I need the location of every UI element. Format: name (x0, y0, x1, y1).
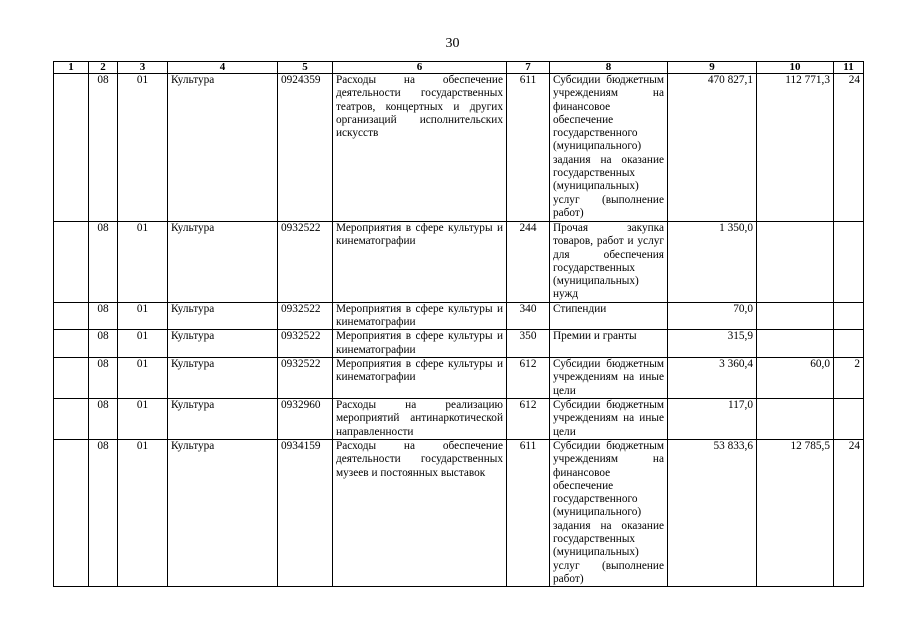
cell-section: 08 (89, 74, 118, 222)
cell-name: Культура (168, 74, 278, 222)
cell-col1 (54, 398, 89, 439)
cell-name: Культура (168, 439, 278, 586)
cell-section: 08 (89, 330, 118, 358)
cell-col11 (834, 398, 864, 439)
table-row (54, 439, 864, 586)
cell-subsection: 01 (118, 302, 168, 330)
cell-expense-type-code: 612 (507, 357, 550, 398)
table-row (54, 74, 864, 222)
column-header: 8 (550, 62, 668, 74)
page-number: 30 (445, 36, 460, 51)
cell-amount: 70,0 (668, 302, 757, 330)
cell-section: 08 (89, 398, 118, 439)
cell-expense-type-description: Прочая закупка товаров, работ и услуг для обеспечения государственных (муниципальных) нужд (550, 222, 668, 303)
cell-section: 08 (89, 357, 118, 398)
cell-expense-type-description: Субсидии бюджетным учреждениям на иные цели (550, 398, 668, 439)
cell-expense-type-code: 340 (507, 302, 550, 330)
cell-target-description: Мероприятия в сфере культуры и кинематографии (333, 302, 507, 330)
cell-expense-type-description: Стипендии (550, 302, 668, 330)
cell-name: Культура (168, 330, 278, 358)
cell-expense-type-code: 611 (507, 74, 550, 222)
cell-target-description: Расходы на реализацию мероприятий антинаркотической направленности (333, 398, 507, 439)
cell-amount-2 (757, 398, 834, 439)
table-row (54, 302, 864, 330)
cell-name: Культура (168, 222, 278, 303)
cell-target-description: Расходы на обеспечение деятельности государственных театров, концертных и других организаций исполнительских искусств (333, 74, 507, 222)
table-body (54, 74, 864, 587)
cell-col11: 24 (834, 74, 864, 222)
cell-col11 (834, 330, 864, 358)
cell-col1 (54, 74, 89, 222)
column-header: 9 (668, 62, 757, 74)
cell-target-description: Расходы на обеспечение деятельности государственных музеев и постоянных выставок (333, 439, 507, 586)
column-header: 7 (507, 62, 550, 74)
cell-amount: 3 360,4 (668, 357, 757, 398)
cell-target-code: 0932522 (278, 302, 333, 330)
cell-col1 (54, 330, 89, 358)
cell-col11: 24 (834, 439, 864, 586)
cell-name: Культура (168, 398, 278, 439)
cell-subsection: 01 (118, 357, 168, 398)
column-header: 10 (757, 62, 834, 74)
cell-expense-type-description: Субсидии бюджетным учреждениям на финансовое обеспечение государственного (муниципального) задания на оказание государственных (муниципальных) услуг (выполнение работ) (550, 74, 668, 222)
cell-expense-type-description: Премии и гранты (550, 330, 668, 358)
cell-target-code: 0932522 (278, 357, 333, 398)
cell-amount-2: 12 785,5 (757, 439, 834, 586)
table-row (54, 398, 864, 439)
cell-subsection: 01 (118, 398, 168, 439)
cell-col1 (54, 302, 89, 330)
cell-amount: 315,9 (668, 330, 757, 358)
cell-amount-2 (757, 222, 834, 303)
cell-col1 (54, 439, 89, 586)
cell-amount: 470 827,1 (668, 74, 757, 222)
cell-amount-2: 112 771,3 (757, 74, 834, 222)
cell-expense-type-description: Субсидии бюджетным учреждениям на иные цели (550, 357, 668, 398)
cell-amount-2 (757, 302, 834, 330)
cell-subsection: 01 (118, 74, 168, 222)
cell-name: Культура (168, 302, 278, 330)
column-header: 2 (89, 62, 118, 74)
cell-section: 08 (89, 222, 118, 303)
cell-subsection: 01 (118, 330, 168, 358)
table-row (54, 357, 864, 398)
header-row (54, 62, 864, 74)
cell-expense-type-description: Субсидии бюджетным учреждениям на финансовое обеспечение государственного (муниципального) задания на оказание государственных (муниципальных) услуг (выполнение работ) (550, 439, 668, 586)
cell-section: 08 (89, 302, 118, 330)
cell-name: Культура (168, 357, 278, 398)
cell-subsection: 01 (118, 222, 168, 303)
cell-col1 (54, 357, 89, 398)
cell-target-code: 0932522 (278, 330, 333, 358)
cell-col11 (834, 222, 864, 303)
cell-expense-type-code: 612 (507, 398, 550, 439)
table-header (54, 62, 864, 74)
cell-col11 (834, 302, 864, 330)
column-header: 11 (834, 62, 864, 74)
cell-subsection: 01 (118, 439, 168, 586)
cell-expense-type-code: 611 (507, 439, 550, 586)
table-row (54, 222, 864, 303)
column-header: 3 (118, 62, 168, 74)
column-header: 6 (333, 62, 507, 74)
table-row (54, 330, 864, 358)
cell-amount-2: 60,0 (757, 357, 834, 398)
cell-target-code: 0934159 (278, 439, 333, 586)
cell-expense-type-code: 350 (507, 330, 550, 358)
cell-col1 (54, 222, 89, 303)
cell-section: 08 (89, 439, 118, 586)
cell-col11: 2 (834, 357, 864, 398)
cell-target-description: Мероприятия в сфере культуры и кинематографии (333, 330, 507, 358)
cell-expense-type-code: 244 (507, 222, 550, 303)
column-header: 1 (54, 62, 89, 74)
column-header: 5 (278, 62, 333, 74)
cell-target-code: 0924359 (278, 74, 333, 222)
cell-target-description: Мероприятия в сфере культуры и кинематографии (333, 222, 507, 303)
cell-amount: 53 833,6 (668, 439, 757, 586)
column-header: 4 (168, 62, 278, 74)
cell-target-description: Мероприятия в сфере культуры и кинематографии (333, 357, 507, 398)
cell-target-code: 0932960 (278, 398, 333, 439)
cell-target-code: 0932522 (278, 222, 333, 303)
budget-table (53, 61, 864, 587)
cell-amount: 1 350,0 (668, 222, 757, 303)
cell-amount: 117,0 (668, 398, 757, 439)
cell-amount-2 (757, 330, 834, 358)
